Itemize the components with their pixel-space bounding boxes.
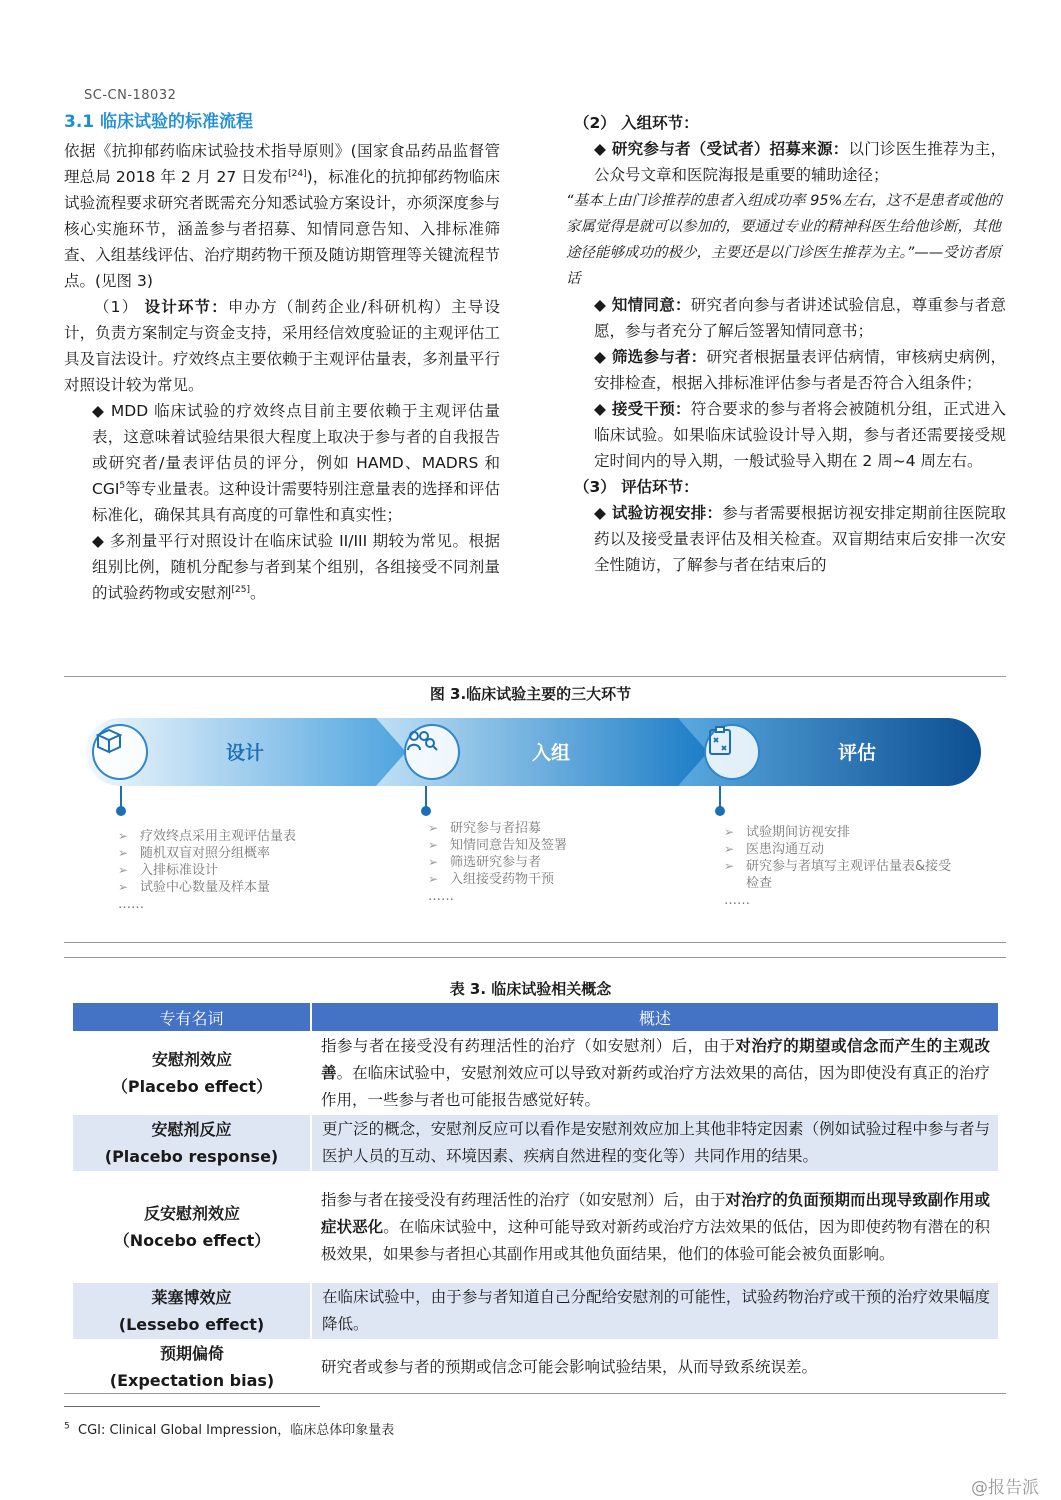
stage-list-evaluate bbox=[724, 824, 964, 909]
list-item: ➢ 研究参与者填写主观评估量表&接受检查 bbox=[724, 858, 964, 892]
list-item: ➢ 试验中心数量及样本量 bbox=[118, 879, 358, 896]
table-bottom-rule bbox=[64, 1393, 1006, 1394]
stage-label-evaluate: 评估 bbox=[838, 742, 877, 764]
stage-list-enroll bbox=[428, 820, 668, 905]
concepts-table bbox=[73, 1003, 998, 1395]
stage-label-enroll: 入组 bbox=[532, 742, 571, 764]
eval-heading: （3） 评估环节： bbox=[574, 478, 699, 496]
stem-enroll bbox=[425, 786, 427, 808]
intervene-bullet: ◆ 接受干预：符合要求的参与者将会被随机分组，正式进入临床试验。如果临床试验设计导入期，参与者还需要接受规定时间内的导入期，一般试验导入期在 2 周~4 周左右。 bbox=[594, 400, 1006, 470]
table-title: 表 3. 临床试验相关概念 bbox=[449, 980, 612, 998]
table-row bbox=[73, 1031, 998, 1115]
stage-label-design: 设计 bbox=[226, 742, 265, 764]
stem-dot-design bbox=[116, 806, 126, 816]
screen-bullet: ◆ 筛选参与者：研究者根据量表评估病情，审核病史病例，安排检查，根据入排标准评估参与者是否符合入组条件； bbox=[594, 348, 1006, 392]
left-column bbox=[64, 110, 500, 606]
list-more: …… bbox=[428, 889, 454, 904]
stem-evaluate bbox=[719, 786, 721, 808]
figure-title: 图 3.临床试验主要的三大环节 bbox=[429, 685, 632, 703]
consent-bullet: ◆ 知情同意：研究者向参与者讲述试验信息，尊重参与者意愿，参与者充分了解后签署知情同意书； bbox=[594, 296, 1006, 340]
watermark: @报告派 bbox=[971, 1478, 1039, 1498]
stem-dot-evaluate bbox=[715, 806, 725, 816]
table-top-rule bbox=[64, 957, 1006, 958]
header-desc: 概述 bbox=[311, 1003, 998, 1031]
desc-cell: 研究者或参与者的预期或信念可能会影响试验结果，从而导致系统误差。 bbox=[321, 1357, 818, 1376]
stem-design bbox=[120, 786, 122, 808]
header-term: 专有名词 bbox=[73, 1003, 311, 1031]
interview-quote: “基本上由门诊推荐的患者入组成功率 95%左右，这不是患者或他的家属觉得是就可以参加的，要通过专业的精神科医生给他诊断，其他途径能够成功的极少，主要还是以门诊医生推荐为主。”——受访者原话 bbox=[566, 193, 1002, 287]
list-item: ➢ 知情同意告知及签署 bbox=[428, 837, 668, 854]
desc-cell: 在临床试验中，由于参与者知道自己分配给安慰剂的可能性，试验药物治疗或干预的治疗效果幅度降低。 bbox=[311, 1283, 998, 1339]
desc-cell: 指参与者在接受没有药理活性的治疗（如安慰剂）后，由于对治疗的期望或信念而产生的主观改善。在临床试验中，安慰剂效应可以导致对新药或治疗方法效果的高估，因为即使没有真正的治疗作用，一些参与者也可能报告感觉好转。 bbox=[321, 1036, 990, 1109]
bullet-mdd-endpoint: ◆ MDD 临床试验的疗效终点目前主要依赖于主观评估量表，这意味着试验结果很大程度上取决于参与者的自我报告或研究者/量表评估员的评分，例如 HAMD、MADRS 和 CGI$^5$等专业量表。这种设计需要特别注意量表的选择和评估标准化，确保其具有高度的可靠性和真实性； bbox=[92, 402, 500, 524]
list-more: …… bbox=[118, 897, 144, 912]
intro-paragraph: 依据《抗抑郁药临床试验技术指导原则》(国家食品药品监督管理总局 2018 年 2 月 27 日发布[24])，标准化的抗抑郁药物临床试验流程要求研究者既需充分知悉试验方案设计，亦须深度参与核心实施环节，涵盖参与者招募、知情同意告知、入排标准筛查、入组基线评估、治疗期药物干预及随访期管理等关键流程节点。(见图 3) bbox=[64, 142, 500, 290]
table-header-row bbox=[73, 1003, 998, 1031]
table-row bbox=[73, 1339, 998, 1395]
figure-bottom-rule bbox=[64, 942, 1006, 943]
visit-bullet: ◆ 试验访视安排：参与者需要根据访视安排定期前往医院取药以及接受量表评估及相关检查。双盲期结束后安排一次安全性随访，了解参与者在结束后的 bbox=[594, 504, 1006, 574]
desc-cell: 指参与者在接受没有药理活性的治疗（如安慰剂）后，由于对治疗的负面预期而出现导致副作用或症状恶化。在临床试验中，这种可能导致对新药或治疗方法效果的低估，因为即使药物有潜在的积极效果，如果参与者担心其副作用或其他负面结果，他们的体验可能会被负面影响。 bbox=[321, 1190, 990, 1263]
process-flow bbox=[86, 718, 981, 786]
term-cell: 莱塞博效应 (Lessebo effect) bbox=[73, 1283, 311, 1339]
list-item: ➢ 入排标准设计 bbox=[118, 862, 358, 879]
table-row bbox=[73, 1115, 998, 1171]
table-row bbox=[73, 1283, 998, 1339]
section-title: 3.1 临床试验的标准流程 bbox=[64, 112, 254, 132]
list-item: ➢ 疗效终点采用主观评估量表 bbox=[118, 828, 358, 845]
list-item: ➢ 筛选研究参与者 bbox=[428, 854, 668, 871]
table-row bbox=[73, 1171, 998, 1283]
people-search-icon bbox=[404, 724, 460, 780]
stage-list-design bbox=[118, 828, 358, 913]
desc-cell: 更广泛的概念，安慰剂反应可以看作是安慰剂效应加上其他非特定因素（例如试验过程中参与者与医护人员的互动、环境因素、疾病自然进程的变化等）共同作用的结果。 bbox=[311, 1115, 998, 1171]
design-paragraph: （1） 设计环节：申办方（制药企业/科研机构）主导设计，负责方案制定与资金支持，采用经信效度验证的主观评估工具及盲法设计。疗效终点主要依赖于主观评估量表，多剂量平行对照设计较为常见。 bbox=[64, 298, 500, 394]
list-item: ➢ 医患沟通互动 bbox=[724, 841, 964, 858]
footnote: $^5$ CGI: Clinical Global Impression，临床总体印象量表 bbox=[64, 1421, 395, 1438]
doc-code: SC-CN-18032 bbox=[84, 88, 177, 103]
term-cell: 安慰剂反应 (Placebo response) bbox=[73, 1115, 311, 1171]
list-more: …… bbox=[724, 893, 750, 908]
list-item: ➢ 研究参与者招募 bbox=[428, 820, 668, 837]
bullet-multi-dose: ◆ 多剂量平行对照设计在临床试验 II/III 期较为常见。根据组别比例，随机分配参与者到某个组别，各组接受不同剂量的试验药物或安慰剂[25]。 bbox=[92, 532, 500, 602]
enroll-heading: （2） 入组环节： bbox=[574, 114, 699, 132]
list-item: ➢ 入组接受药物干预 bbox=[428, 871, 668, 888]
list-item: ➢ 试验期间访视安排 bbox=[724, 824, 964, 841]
term-cell: 预期偏倚 (Expectation bias) bbox=[109, 1344, 275, 1390]
box-icon bbox=[92, 724, 148, 780]
right-column bbox=[566, 110, 1006, 578]
term-cell: 反安慰剂效应 （Nocebo effect） bbox=[113, 1204, 271, 1250]
term-cell: 安慰剂效应 （Placebo effect） bbox=[111, 1050, 273, 1096]
list-item: ➢ 随机双盲对照分组概率 bbox=[118, 845, 358, 862]
figure-top-rule bbox=[64, 676, 1006, 677]
stem-dot-enroll bbox=[421, 806, 431, 816]
recruit-bullet: ◆ 研究参与者（受试者）招募来源：以门诊医生推荐为主，公众号文章和医院海报是重要的辅助途径； bbox=[594, 140, 1006, 184]
footnote-rule bbox=[64, 1406, 320, 1407]
clipboard-icon bbox=[704, 724, 760, 780]
